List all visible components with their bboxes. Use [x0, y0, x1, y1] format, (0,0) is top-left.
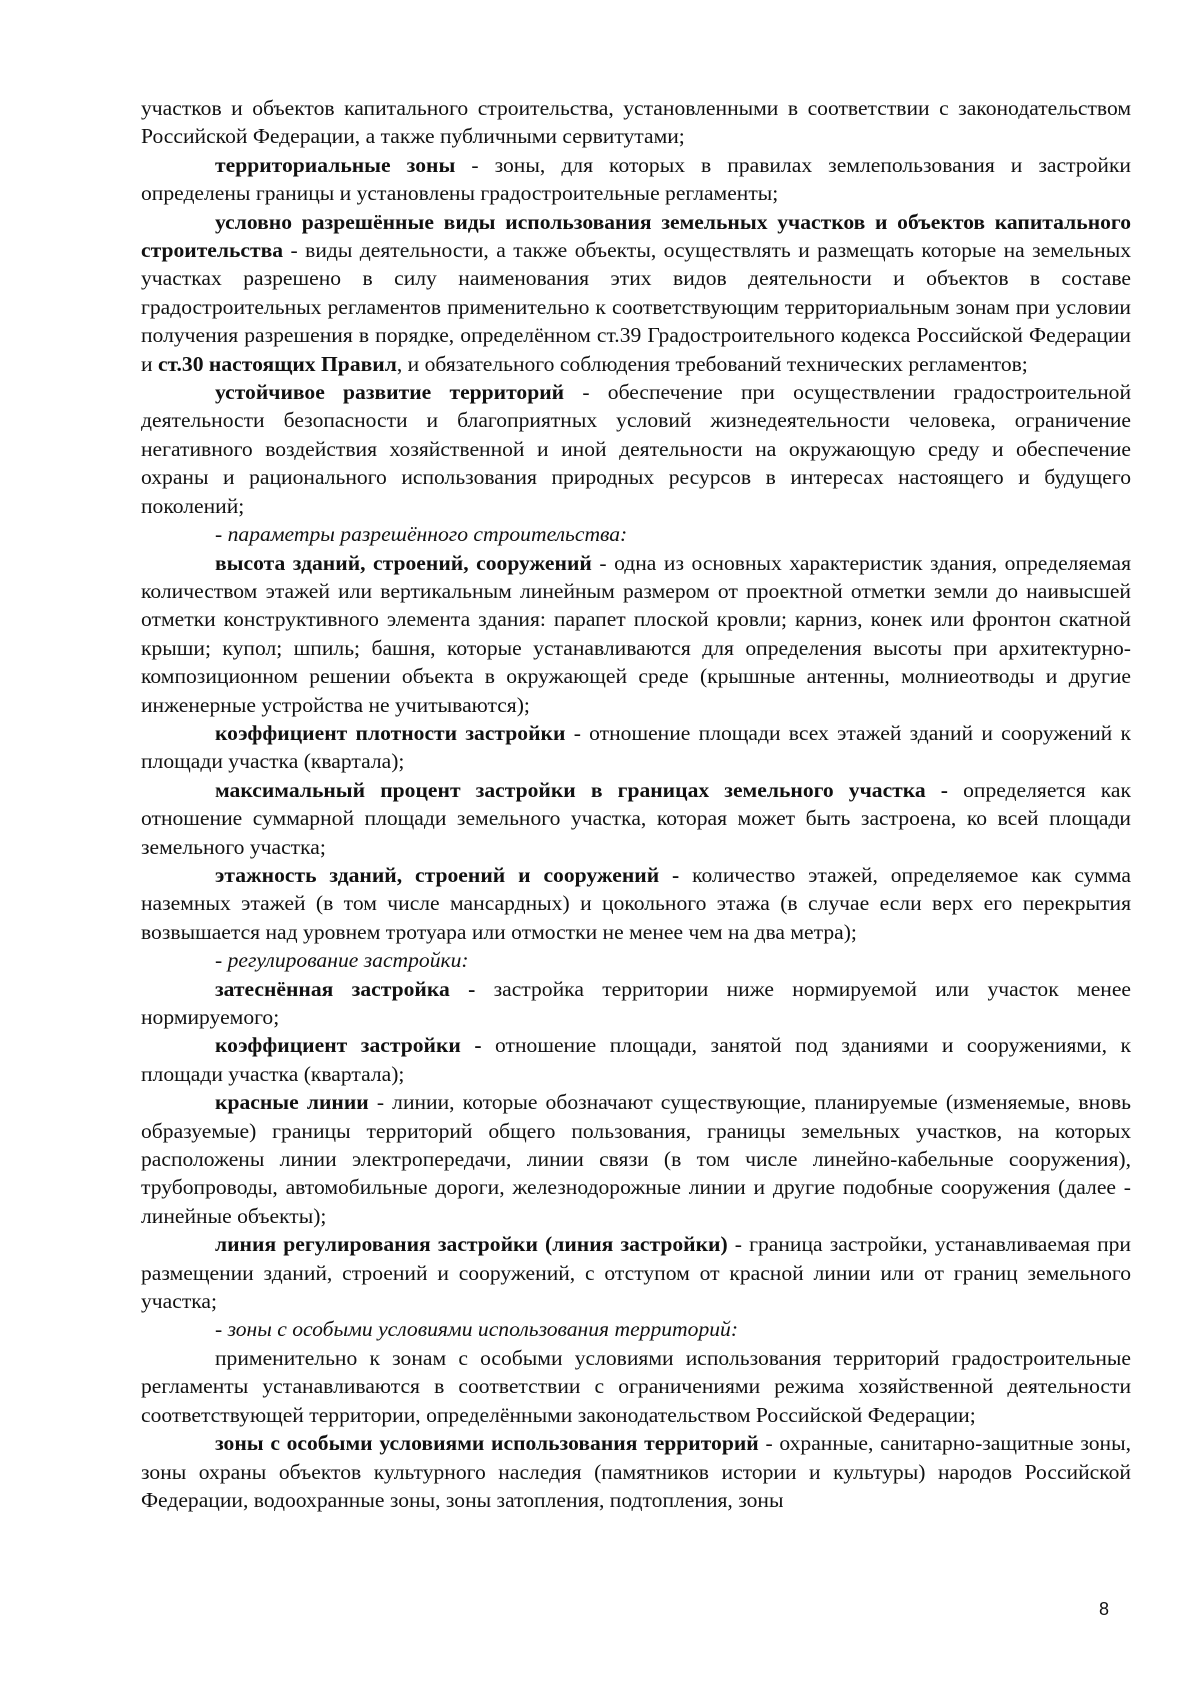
paragraph: [141, 1088, 1131, 1230]
paragraph-text: участков и объектов капитального строительства, установленными в соответствии с законодательством Российской Федерации, а также публичными сервитутами;: [141, 96, 1131, 149]
paragraph: [141, 946, 1131, 974]
paragraph: [141, 151, 1131, 208]
paragraph: [141, 378, 1131, 520]
document-page-body: [141, 94, 1131, 1514]
paragraph: [141, 975, 1131, 1032]
paragraph-text: - зоны, для которых в правилах землепользования и застройки определены границы и установлены градостроительные регламенты;: [141, 152, 1131, 206]
term-heading: ст.30 настоящих Правил: [157, 351, 397, 376]
paragraph-text: - отношение площади всех этажей зданий и сооружений к площади участка (квартала);: [141, 720, 1131, 774]
paragraph: [141, 1429, 1131, 1514]
term-heading: территориальные зоны: [215, 152, 456, 177]
paragraph: [141, 1230, 1131, 1315]
term-heading: условно разрешённые виды использования земельных участков и объектов капитального строительства: [141, 209, 1131, 263]
paragraph: [141, 94, 1131, 151]
paragraph-text: - одна из основных характеристик здания, определяемая количеством этажей или вертикальным линейным размером от проектной отметки земли до наивысшей отметки конструктивного элемента здания: парапет плоской кровли; карниз, конек или фронтон скатной крыши; купол; шпиль; башня, которые устанавливаются для определения высоты при архитектурно-композиционном решении объекта в окружающей среде (крышные антенны, молниеотводы и другие инженерные устройства не учитываются);: [141, 550, 1131, 717]
term-heading: коэффициент застройки -: [215, 1033, 482, 1058]
paragraph-text: - обеспечение при осуществлении градостроительной деятельности безопасности и благоприятных условий жизнедеятельности человека, ограничение негативного воздействия хозяйственной и иной деятельности на окружающую среду и обеспечение охраны и рационального использования природных ресурсов в интересах настоящего и будущего поколений;: [141, 380, 1131, 518]
paragraph-text: -: [215, 522, 228, 547]
term-heading: зоны с особыми условиями использования территорий: [215, 1431, 759, 1456]
term-heading: высота зданий, строений, сооружений: [215, 550, 592, 575]
paragraph-text: определяется как отношение суммарной площади земельного участка, которая может быть застроена, ко всей площади земельного участка;: [141, 777, 1131, 859]
paragraph-text: - виды деятельности, а также объекты, осуществлять и размещать которые на земельных участках разрешено в силу наименования этих видов деятельности и объектов в составе градостроительных регламентов применительно к соответствующим территориальным зонам при условии получения разрешения в порядке, определённом ст.39 Градостроительного кодекса Российской Федерации и: [141, 238, 1131, 376]
paragraph: [141, 208, 1131, 378]
term-heading: устойчивое развитие территорий: [215, 380, 565, 405]
section-subheading: зоны с особыми условиями использования территорий:: [227, 1317, 739, 1342]
paragraph-text: застройка территории ниже нормируемой или участок менее нормируемого;: [141, 976, 1132, 1029]
paragraph-text: -: [215, 948, 228, 973]
term-heading: затеснённая застройка -: [215, 976, 476, 1001]
section-subheading: параметры разрешённого строительства:: [227, 522, 628, 547]
paragraph: [141, 776, 1131, 861]
paragraph: [141, 1344, 1131, 1429]
term-heading: этажность зданий, строений и сооружений -: [215, 862, 680, 887]
paragraph-text: отношение площади, занятой под зданиями и сооружениями, к площади участка (квартала);: [141, 1033, 1131, 1086]
term-heading: максимальный процент застройки в границах земельного участка -: [215, 777, 948, 802]
paragraph-text: -: [215, 1317, 228, 1342]
paragraph-text: - линии, которые обозначают существующие, планируемые (изменяемые, вновь образуемые) границы территорий общего пользования, границы земельных участков, на которых расположены линии электропередачи, линии связи (в том числе линейно-кабельные сооружения), трубопроводы, автомобильные дороги, железнодорожные линии и другие подобные сооружения (далее - линейные объекты);: [141, 1090, 1132, 1228]
paragraph: [141, 1031, 1131, 1088]
paragraph: [141, 719, 1131, 776]
paragraph-text: количество этажей, определяемое как сумма наземных этажей (в том числе мансардных) и цокольного этажа (в случае если верх его перекрытия возвышается над уровнем тротуара или отмостки не менее чем на два метра);: [141, 862, 1132, 944]
section-subheading: регулирование застройки:: [227, 948, 469, 973]
paragraph-text: - граница застройки, устанавливаемая при размещении зданий, строений и сооружений, с отступом от красной линии или от границ земельного участка;: [141, 1232, 1131, 1314]
term-heading: линия регулирования застройки (линия застройки): [215, 1232, 728, 1257]
paragraph-text: , и обязательного соблюдения требований технических регламентов;: [396, 351, 1028, 376]
paragraph: [141, 520, 1131, 548]
paragraph-text: - охранные, санитарно-защитные зоны, зоны охраны объектов культурного наследия (памятников истории и культуры) народов Российской Федерации, водоохранные зоны, зоны затопления, подтопления, зоны: [141, 1431, 1132, 1512]
term-heading: красные линии: [215, 1090, 369, 1115]
paragraph: [141, 549, 1131, 719]
paragraph: [141, 1315, 1131, 1343]
page-number: 8: [1099, 1599, 1110, 1619]
term-heading: коэффициент плотности застройки: [215, 720, 566, 745]
paragraph-text: применительно к зонам с особыми условиями использования территорий градостроительные регламенты устанавливаются в соответствии с ограничениями режима хозяйственной деятельности соответствующей территории, определёнными законодательством Российской Федерации;: [141, 1345, 1131, 1427]
paragraph: [141, 861, 1131, 946]
